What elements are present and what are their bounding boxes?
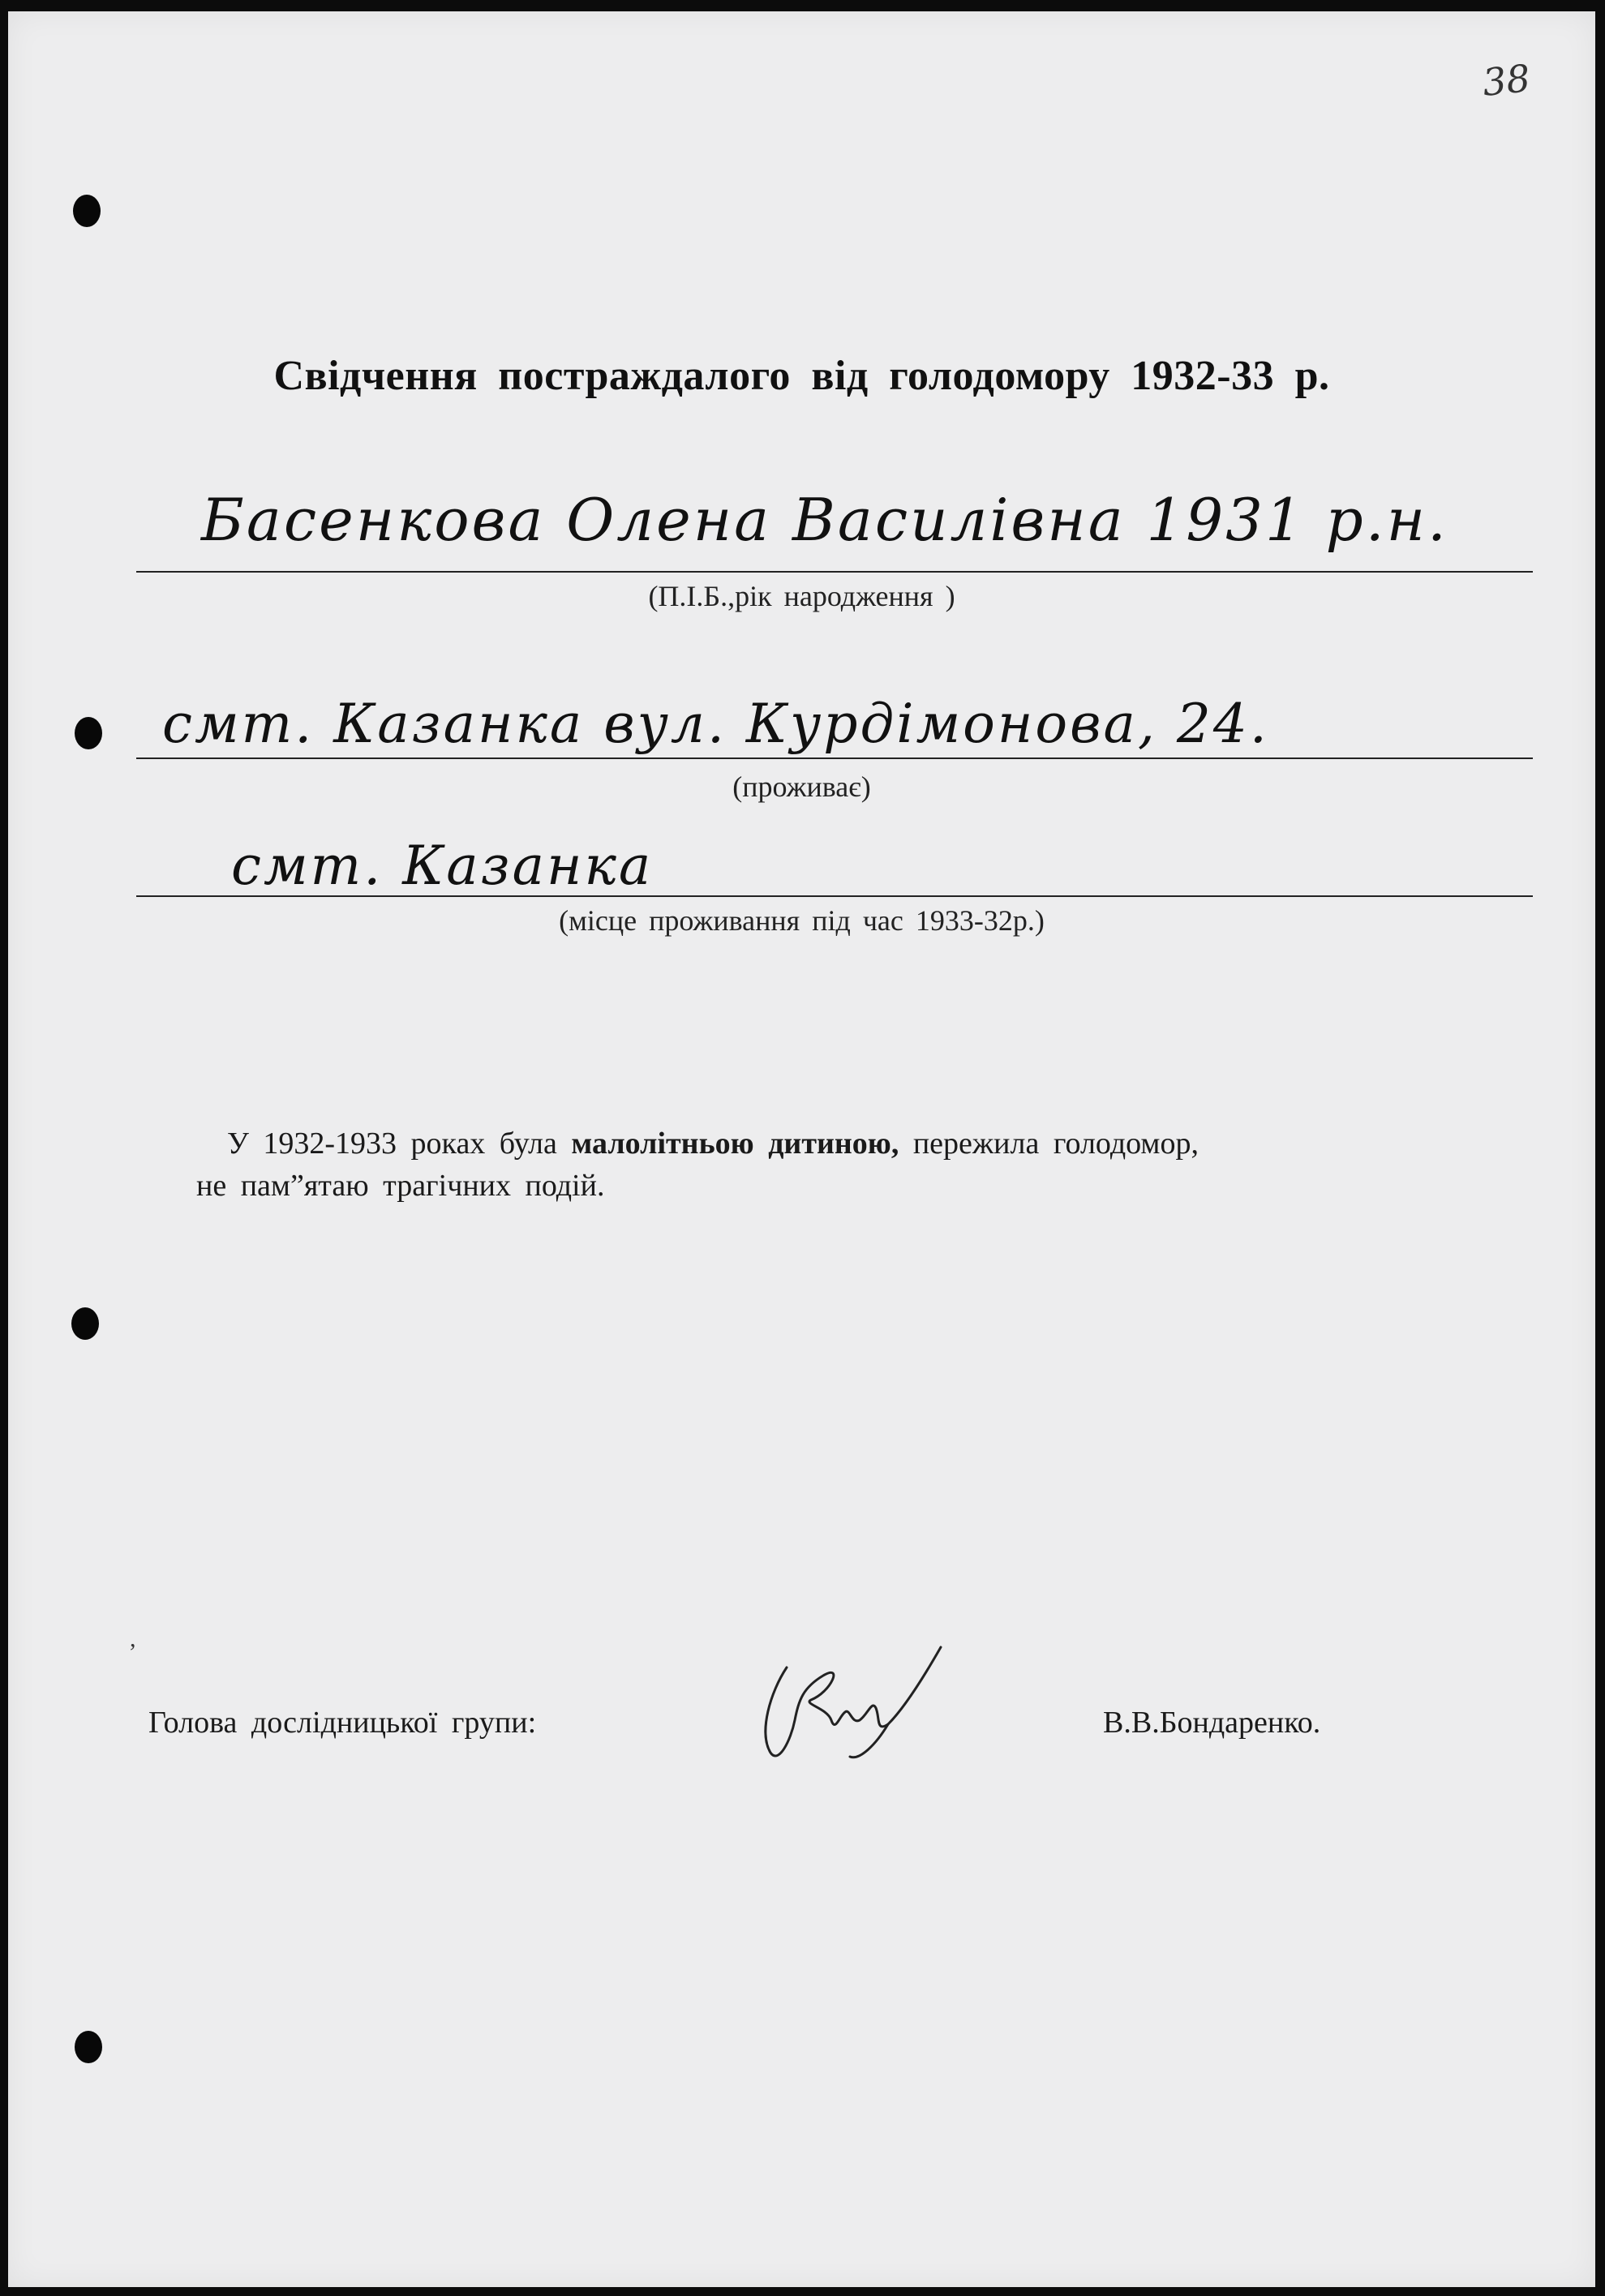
handwritten-famine-residence: смт. Казанка [231,835,654,897]
statement-line-1-end: пережила голодомор, [899,1127,1199,1161]
signature-label: Голова дослідницької групи: [148,1706,537,1740]
statement-text [196,1122,1429,1207]
statement-bold-phrase: малолітньою дитиною, [571,1127,899,1161]
punch-hole [75,2031,102,2063]
residence-underline [136,757,1533,759]
signatory-name: В.В.Бондаренко. [1103,1706,1321,1740]
handwritten-residence: смт. Казанка вул. Курдімонова, 24. [162,693,1269,755]
famine-residence-underline [136,895,1533,897]
page-number: 38 [1480,56,1533,105]
statement-line-2: не пам”ятаю трагічних подій. [196,1169,605,1203]
residence-caption: (проживає) [732,770,871,803]
punch-hole [71,1307,99,1340]
punch-hole [73,195,101,227]
statement-line-1-start: У 1932-1933 роках була [227,1127,572,1161]
famine-residence-caption: (місце проживання під час 1933-32р.) [559,904,1045,937]
stray-comma-mark: , [130,1625,136,1652]
handwritten-signature [754,1643,965,1765]
name-caption: (П.І.Б.,рік народження ) [648,580,955,612]
punch-hole [75,717,102,749]
document-title: Свідчення постраждалого від голодомору 1932-33 р. [273,353,1330,399]
name-underline [136,571,1533,573]
handwritten-name: Басенкова Олена Василівна 1931 р.н. [201,486,1448,554]
document-page [8,11,1595,2287]
statement-line-1 [196,1122,1429,1165]
